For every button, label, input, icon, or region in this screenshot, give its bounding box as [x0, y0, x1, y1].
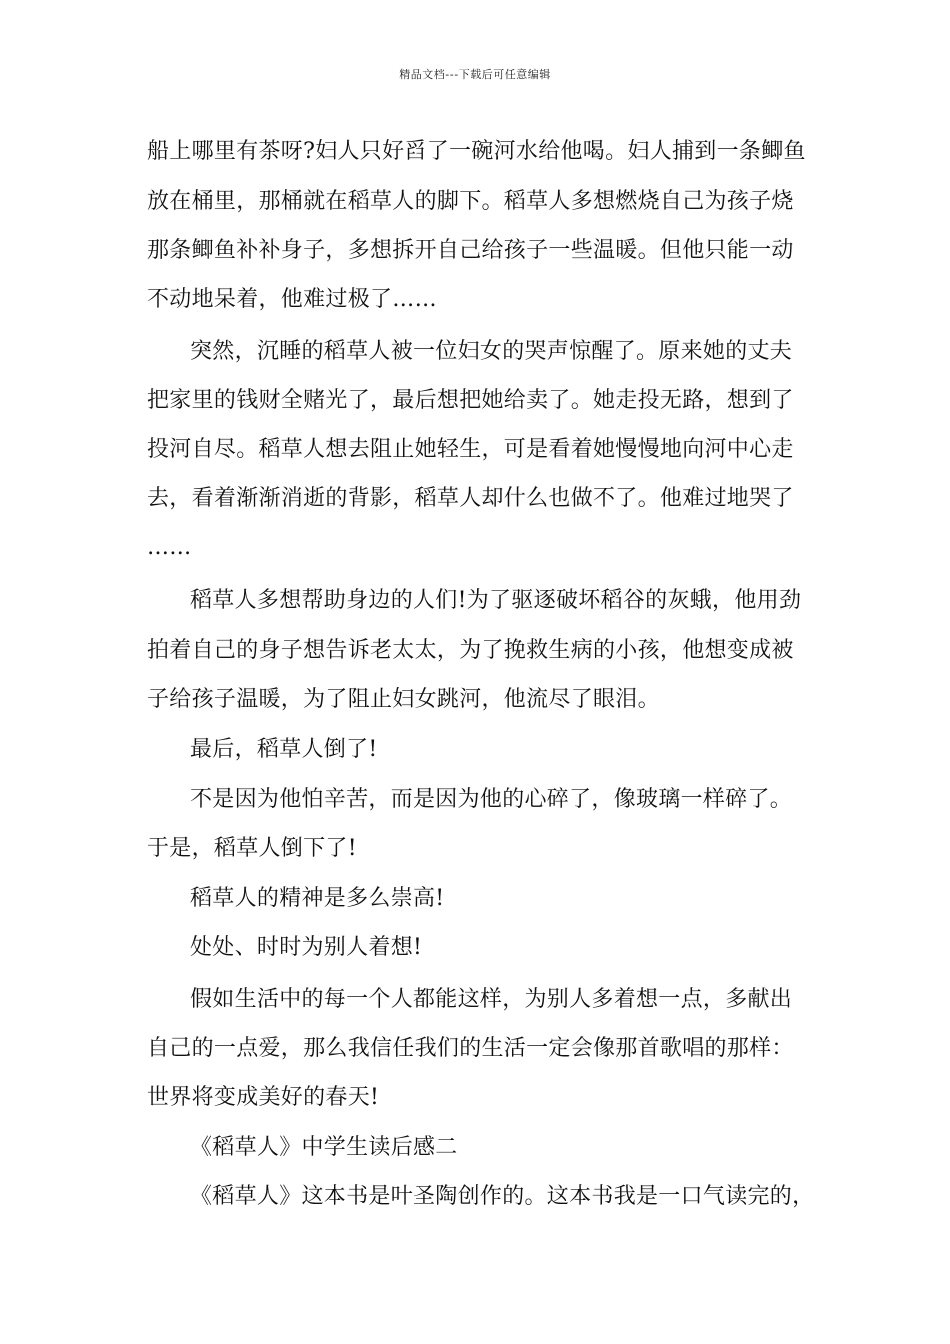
text-line: 放在桶里，那桶就在稻草人的脚下。稻草人多想燃烧自己为孩子烧	[147, 189, 794, 214]
paragraph-start: 不是因为他怕辛苦，而是因为他的心碎了，像玻璃一样碎了。	[190, 787, 793, 812]
text-line: 不动地呆着，他难过极了……	[147, 287, 437, 312]
text-line: 子给孩子温暖，为了阻止妇女跳河，他流尽了眼泪。	[147, 687, 660, 712]
text-line: 世界将变成美好的春天!	[147, 1085, 380, 1110]
text-line: 自己的一点爱，那么我信任我们的生活一定会像那首歌唱的那样：	[147, 1036, 794, 1061]
text-line: 于是，稻草人倒下了!	[147, 836, 357, 861]
section-title: 《稻草人》中学生读后感二	[190, 1135, 458, 1160]
paragraph-start: 最后，稻草人倒了!	[190, 737, 378, 762]
paragraph-start: 稻草人多想帮助身边的人们!为了驱逐破坏稻谷的灰蛾，他用劲	[190, 588, 802, 613]
paragraph-start: 稻草人的精神是多么崇高!	[190, 886, 445, 911]
text-line: 把家里的钱财全赌光了，最后想把她给卖了。她走投无路，想到了	[147, 388, 794, 413]
text-line: 拍着自己的身子想告诉老太太，为了挽救生病的小孩，他想变成被	[147, 638, 794, 663]
text-line: 去，看着渐渐消逝的背影，稻草人却什么也做不了。他难过地哭了	[147, 486, 794, 511]
paragraph-start: 突然，沉睡的稻草人被一位妇女的哭声惊醒了。原来她的丈夫	[190, 339, 793, 364]
text-line: 船上哪里有茶呀?妇人只好舀了一碗河水给他喝。妇人捕到一条鲫鱼	[147, 139, 806, 164]
paragraph-start: 处处、时时为别人着想!	[190, 935, 423, 960]
text-line: ……	[147, 535, 192, 560]
paragraph-start: 假如生活中的每一个人都能这样，为别人多着想一点，多献出	[190, 987, 793, 1012]
page-header: 精品文档---下载后可任意编辑	[399, 68, 551, 81]
paragraph-start: 《稻草人》这本书是叶圣陶创作的。这本书我是一口气读完的，	[190, 1184, 815, 1209]
text-line: 投河自尽。稻草人想去阻止她轻生，可是看着她慢慢地向河中心走	[147, 437, 794, 462]
text-line: 那条鲫鱼补补身子，多想拆开自己给孩子一些温暖。但他只能一动	[147, 238, 794, 263]
